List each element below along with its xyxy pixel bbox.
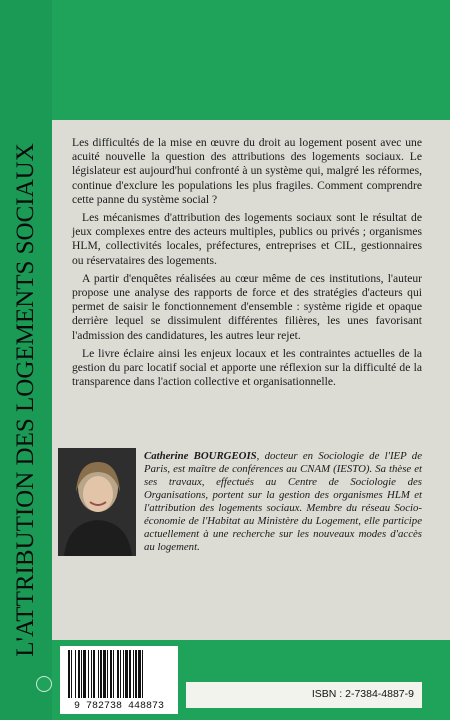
barcode-bar [91, 650, 92, 698]
author-bio [144, 450, 422, 554]
spine-title: L'ATTRIBUTION DES LOGEMENTS SOCIAUX [12, 143, 39, 657]
isbn-box [186, 682, 422, 708]
barcode-bar [110, 650, 112, 698]
barcode-bar [129, 650, 131, 698]
spine [0, 0, 52, 720]
barcode-bar [107, 650, 108, 698]
barcode-bar [113, 650, 114, 698]
isbn-text: ISBN : 2-7384-4887-9 [311, 688, 414, 700]
barcode-bar [135, 650, 137, 698]
author-photo [58, 448, 136, 556]
barcode-bar [81, 650, 82, 698]
barcode-bar [142, 650, 143, 698]
barcode-bar [75, 650, 76, 698]
barcode-bar [100, 650, 102, 698]
barcode-bar [133, 650, 134, 698]
blurb-paragraph-4: Le livre éclaire ainsi les enjeux locaux et les contraintes actuelles de la gestion du parc locatif social et apporte une réflexion sur la difficulté de la transparence dans l'action collective et organisationnelle. [72, 346, 422, 389]
barcode-bar [93, 650, 95, 698]
blurb-paragraph-2: Les mécanismes d'attribution des logements sociaux sont le résultat de jeux complexes entre des acteurs multiples, publics ou privés ; organismes HLM, collectivités locales, préfectures, entreprises et CIL, gestionnaires ou réservataires des logements. [72, 211, 422, 267]
barcode-bar [138, 650, 141, 698]
barcode-bar [83, 650, 86, 698]
barcode-bar [125, 650, 128, 698]
barcode-bars-icon [60, 650, 178, 702]
barcode-bar [98, 650, 99, 698]
barcode-bar [103, 650, 106, 698]
barcode-bar [117, 650, 119, 698]
barcode-bar [88, 650, 89, 698]
blurb-paragraph-1: Les difficultés de la mise en œuvre du droit au logement posent avec une acuité nouvelle la question des attributions des logements sociaux. Le législateur est aujourd'hui confronté à un système qui, malgré les réformes, continue d'exclure les populations les plus fragiles. Comment comprendre cette panne du système social ? [72, 136, 422, 206]
author-bio-text: , docteur en Sociologie de l'IEP de Paris, est maître de conférences au CNAM (IESTO). Sa thèse et ses travaux, effectués au Centre de Sociologie des Organisations, portent sur la gestion des organismes HLM et l'attribution des logements sociaux. Membre du réseau Socio-économie de l'Habitat au Ministère du Logement, elle participe actuellement à une recherche sur les nouveaux modes d'accès au logement. [144, 450, 422, 553]
barcode-bar [123, 650, 124, 698]
blurb [72, 136, 422, 393]
barcode [60, 646, 178, 714]
author-portrait-icon [58, 448, 136, 556]
blurb-paragraph-3: A partir d'enquêtes réalisées au cœur même de ces institutions, l'auteur propose une analyse des rapports de force et des stratégies d'acteurs qui permet de saisir le fonctionnement d'ensemble : système rigide et opaque derrière lequel se dissimulent différentes filières, les unes favorisant l'admission des candidatures, les autres leur rejet. [72, 271, 422, 342]
barcode-bar [78, 650, 80, 698]
barcode-bar [120, 650, 121, 698]
barcode-bar [71, 650, 72, 698]
circle-mark-icon [36, 676, 52, 692]
barcode-digits: 9 782738 448873 [73, 701, 164, 712]
barcode-bar [68, 650, 70, 698]
author-name: Catherine BOURGEOIS [144, 450, 257, 462]
